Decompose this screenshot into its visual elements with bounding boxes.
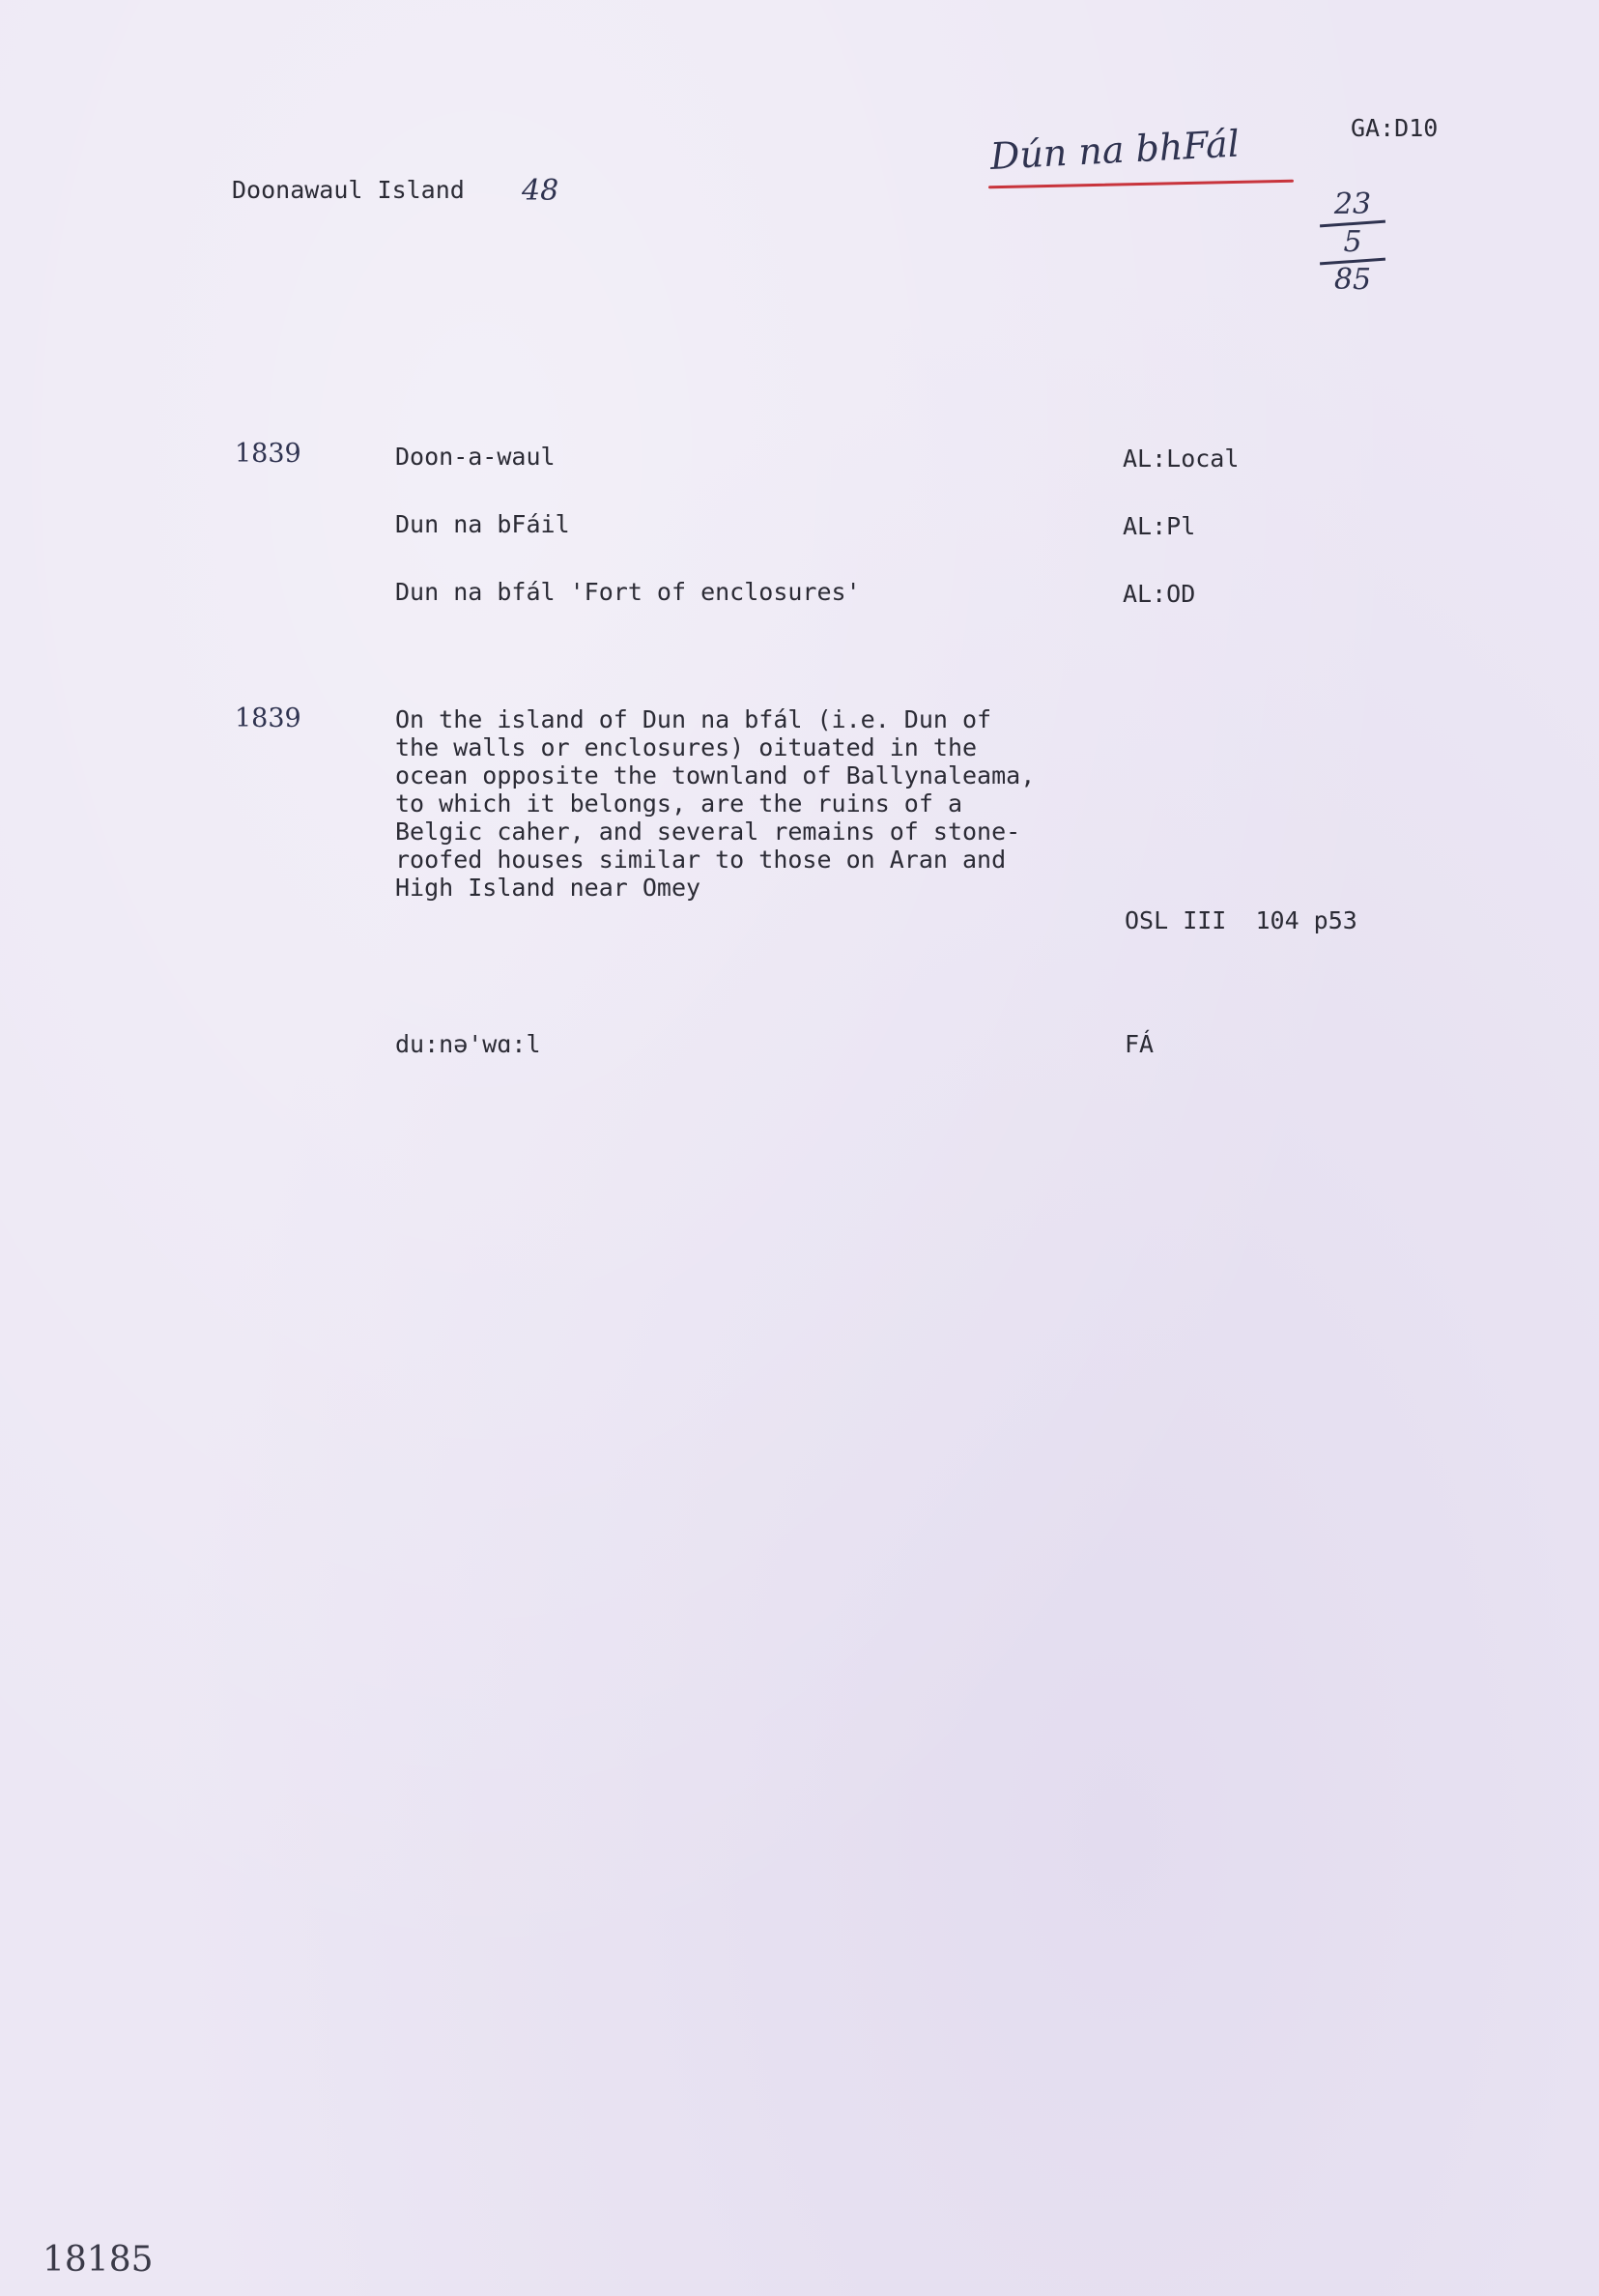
- reference-code: GA:D10: [1351, 114, 1439, 142]
- entry-year: 1839: [235, 439, 301, 469]
- date-year: 85: [1333, 263, 1372, 297]
- note-line: to which it belongs, are the ruins of a: [395, 789, 962, 818]
- entry-source: AL:Pl: [1123, 512, 1196, 540]
- pronunciation-ipa: du:nə'wɑ:l: [395, 1030, 541, 1058]
- note-line: ocean opposite the townland of Ballynaleama,: [395, 761, 1036, 789]
- note-line: roofed houses similar to those on Aran and: [395, 846, 1007, 874]
- serial-number: 18185: [43, 2240, 154, 2280]
- note-line: the walls or enclosures) oituated in the: [395, 733, 978, 761]
- note-line: Belgic caher, and several remains of stone-: [395, 818, 1021, 846]
- note-year: 1839: [235, 703, 301, 733]
- note-source: OSL III 104 p53: [1125, 906, 1357, 934]
- entry-source: AL:Local: [1123, 445, 1240, 473]
- pronunciation-source: FÁ: [1125, 1030, 1155, 1058]
- entry-form: Dun na bFáil: [395, 510, 570, 538]
- entry-form: Doon-a-waul: [395, 443, 556, 471]
- note-line: On the island of Dun na bfál (i.e. Dun of: [395, 705, 992, 733]
- place-name-title: Doonawaul Island: [232, 176, 465, 204]
- historical-note: [395, 705, 1129, 902]
- irish-form-handwritten: Dún na bhFál: [988, 122, 1241, 178]
- note-line: High Island near Omey: [395, 874, 701, 902]
- sheet-number: 48: [522, 174, 559, 208]
- entry-form: Dun na bfál 'Fort of enclosures': [395, 578, 861, 606]
- red-underline: [988, 180, 1294, 189]
- date-month: 5: [1343, 225, 1362, 259]
- handwritten-date: [1314, 189, 1391, 296]
- entry-source: AL:OD: [1123, 580, 1196, 608]
- date-day: 23: [1333, 187, 1372, 221]
